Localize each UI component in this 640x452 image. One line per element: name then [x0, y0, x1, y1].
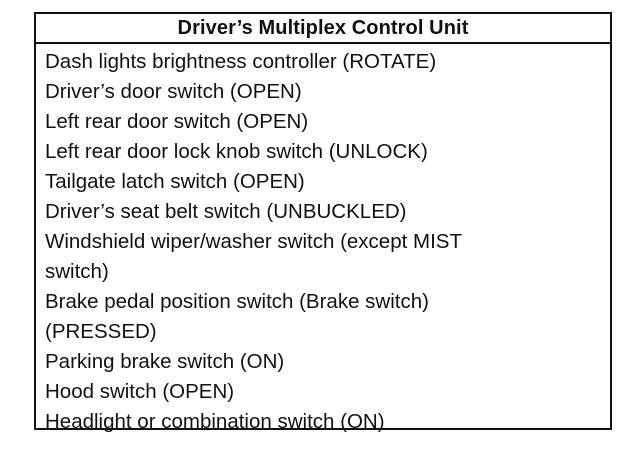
table-line: (PRESSED): [45, 320, 157, 343]
table-line: Hood switch (OPEN): [45, 380, 235, 403]
multiplex-input-table: [34, 12, 612, 433]
table-line: Tailgate latch switch (OPEN): [45, 170, 305, 193]
table-line: Left rear door switch (OPEN): [45, 110, 309, 133]
table-line: Left rear door lock knob switch (UNLOCK): [45, 140, 428, 163]
table-line: switch): [45, 260, 109, 283]
table-line: Windshield wiper/washer switch (except MIST: [45, 230, 462, 253]
table-line: Brake pedal position switch (Brake switch): [45, 290, 429, 313]
table-body: [36, 44, 610, 437]
table-line: Driver’s seat belt switch (UNBUCKLED): [45, 200, 407, 223]
table-line: Driver’s door switch (OPEN): [45, 80, 302, 103]
table-line: Parking brake switch (ON): [45, 350, 285, 373]
table-line: Dash lights brightness controller (ROTATE): [45, 50, 437, 73]
table-header: Driver’s Multiplex Control Unit: [36, 14, 610, 44]
table-line: Headlight or combination switch (ON): [45, 410, 385, 433]
